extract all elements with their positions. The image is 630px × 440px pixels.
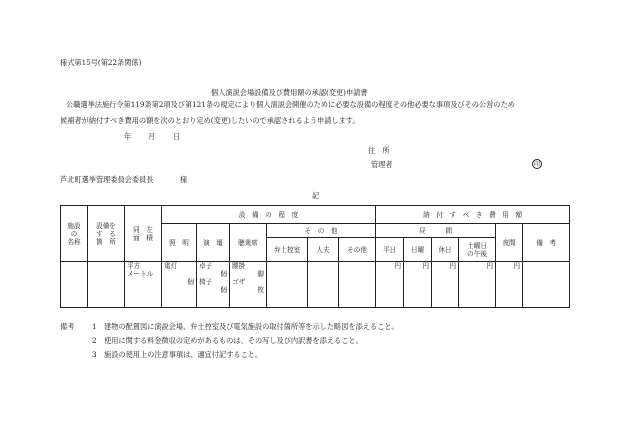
cell-equipment-location xyxy=(88,262,125,308)
cell-podium: 卓子 個 椅子 個 xyxy=(197,262,230,308)
address-label: 住 所 xyxy=(368,146,390,155)
header-equipment-location: 設備を す る 箇 所 xyxy=(88,206,125,262)
header-other-sub: その他 xyxy=(339,238,376,262)
header-audience-seats: 聴衆席 xyxy=(230,224,267,262)
cell-other xyxy=(339,262,376,308)
header-area: 同 左 面 積 xyxy=(125,206,162,262)
header-facility-name: 施設 の 名称 xyxy=(61,206,88,262)
cell-lighting: 電灯 個 xyxy=(162,262,197,308)
date-month-label: 月 xyxy=(148,132,156,141)
note-text: 施設の使用上の注意事項は、適宜付記すること。 xyxy=(104,350,263,359)
table-row xyxy=(61,262,570,308)
header-sunday: 日曜 xyxy=(404,238,432,262)
header-lighting: 照 明 xyxy=(162,224,197,262)
note-text: 建物の配置図に演説会場、弁士控室及び電気施設の取付箇所等を示した略図を添えること。 xyxy=(104,322,399,331)
note-number: 3 xyxy=(92,350,97,359)
record-label: 記 xyxy=(312,191,320,200)
header-other: そ の 他 xyxy=(267,224,376,238)
header-payment: 納 付 す べ き 費 用 額 xyxy=(376,206,570,224)
notes-label: 備考 xyxy=(60,322,75,331)
header-weekday: 平日 xyxy=(376,238,404,262)
equipment-cost-table xyxy=(60,205,570,308)
note-number: 2 xyxy=(92,336,97,345)
form-number: 様式第15号(第22条関係) xyxy=(60,58,142,67)
header-daytime: 昼 間 xyxy=(376,224,496,238)
cell-area: 平方 メートル xyxy=(125,262,162,308)
header-night: 夜間 xyxy=(496,224,523,262)
manager-label: 管理者 xyxy=(371,160,393,169)
header-saturday-afternoon: 土曜日 の午後 xyxy=(459,238,496,262)
header-podium: 演 壇 xyxy=(197,224,230,262)
header-remarks: 備 考 xyxy=(523,224,570,262)
date-day-label: 日 xyxy=(173,132,181,141)
cell-sunday-yen: 円 xyxy=(404,262,432,308)
cell-lawyer-room xyxy=(267,262,308,308)
cell-night-yen: 円 xyxy=(496,262,523,308)
date-year-label: 年 xyxy=(124,132,132,141)
cell-audience-seats: 腰掛 脚 ゴザ 枚 xyxy=(230,262,267,308)
cell-holiday-yen: 円 xyxy=(432,262,459,308)
cell-saturday-afternoon-yen: 円 xyxy=(459,262,496,308)
note-number: 1 xyxy=(92,322,97,331)
cell-facility-name xyxy=(61,262,88,308)
cell-staff xyxy=(308,262,339,308)
addressee: 芦北町選挙管理委員会委員長 xyxy=(60,175,154,184)
body-text-line-2: 候補者が納付すべき費用の額を次のとおり定め(変更)したいので承認されるよう申請します。 xyxy=(60,116,360,125)
document-title: 個人演説会場設備及び費用額の承認(変更)申請書 xyxy=(211,88,368,97)
header-equipment-degree: 設 備 の 程 度 xyxy=(162,206,376,224)
cell-weekday-yen: 円 xyxy=(376,262,404,308)
header-lawyer-room: 弁士控室 xyxy=(267,238,308,262)
seal-mark: 印 xyxy=(533,161,540,168)
header-staff: 人夫 xyxy=(308,238,339,262)
header-holiday: 休日 xyxy=(432,238,459,262)
addressee-suffix: 様 xyxy=(180,175,188,184)
cell-remarks xyxy=(523,262,570,308)
body-text-line-1: 公職選挙法施行令第119条第2項及び第121条の規定により個人演説会開催のために必要な設備の程度その他必要な事項及びその公営のため xyxy=(66,100,515,109)
note-text: 使用に関する料金徴収の定めがあるものは、その写し及び内訳書を添えること。 xyxy=(104,336,363,345)
